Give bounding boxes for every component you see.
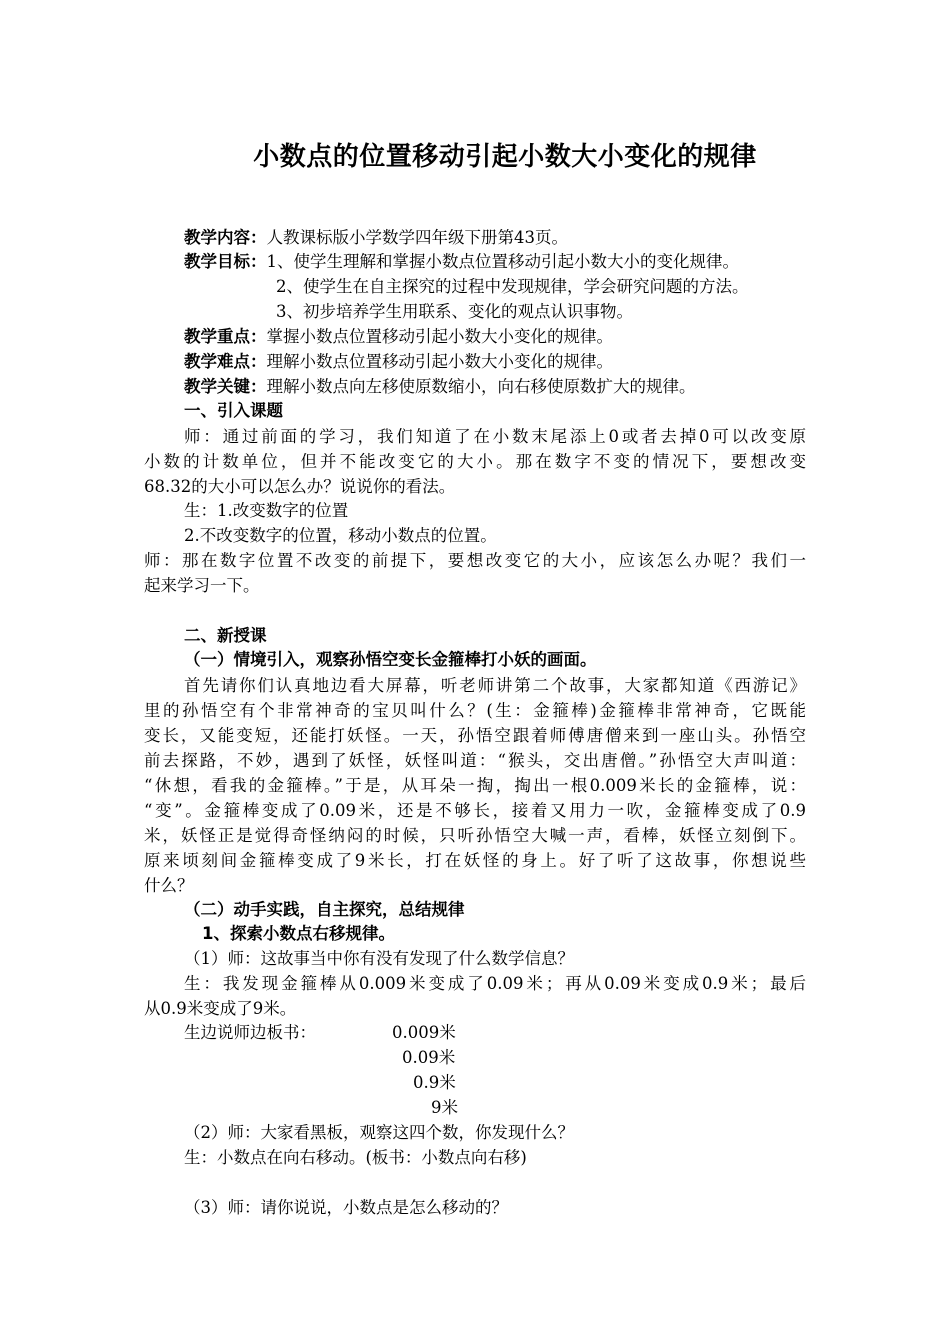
teaching-goal-label: 教学目标： [184,252,267,271]
teaching-key-row [184,325,613,349]
board-value: 0.9米 [413,1073,456,1092]
teaching-crux-text: 理解小数点向左移使原数缩小，向右移使原数扩大的规律。 [266,377,696,396]
teaching-difficulty-text: 理解小数点位置移动引起小数大小变化的规律。 [266,352,613,371]
subsection-1-heading: （一）情境引入，观察孙悟空变长金箍棒打小妖的画面。 [184,650,597,669]
board-label: 生边说师边板书： [184,1023,316,1042]
document-title: 小数点的位置移动引起小数大小变化的规律 [253,142,757,172]
teaching-goal-1: 1、使学生理解和掌握小数点位置移动引起小数大小的变化规律。 [266,252,739,271]
section-1-heading: 一、引入课题 [184,401,283,420]
teaching-crux-label: 教学关键： [184,377,267,396]
story-line: “变”。金箍棒变成了0.09米，还是不够长，接着又用力一吹，金箍棒变成了0.9 [144,801,806,820]
teaching-goal-3: 3、初步培养学生用联系、变化的观点认识事物。 [276,302,633,321]
teaching-crux-row [184,375,696,399]
story-line: 什么？ [144,876,194,895]
teaching-content-label: 教学内容： [184,228,267,247]
question-2: （2）师：大家看黑板，观察这四个数，你发现什么？ [184,1123,574,1142]
answer-2: 生：小数点在向右移动。(板书：小数点向右移) [184,1148,527,1167]
subsection-2-heading: （二）动手实践，自主探究，总结规律 [184,900,465,919]
story-line: 原来顷刻间金箍棒变成了9米长，打在妖怪的身上。好了听了这故事，你想说些 [144,851,806,870]
student-answer-2: 2.不改变数字的位置，移动小数点的位置。 [184,526,497,545]
answer-1-line-1: 生：我发现金箍棒从0.009米变成了0.09米；再从0.09米变成0.9米；最后 [184,974,806,993]
subsection-3-heading: 1、探索小数点右移规律。 [202,924,395,943]
teacher-line-1: 师：那在数字位置不改变的前提下，要想改变它的大小，应该怎么办呢？我们一 [144,551,806,570]
section-1-para-line-3: 68.32的大小可以怎么办？说说你的看法。 [144,477,456,496]
question-3: （3）师：请你说说，小数点是怎么移动的？ [184,1198,508,1217]
section-1-para-line-1: 师：通过前面的学习，我们知道了在小数末尾添上0或者去掉0可以改变原 [184,427,806,446]
section-1-para-line-2: 小数的计数单位，但并不能改变它的大小。那在数字不变的情况下，要想改变 [144,452,806,471]
story-line: 变长，又能变短，还能打妖怪。一天，孙悟空跟着师傅唐僧来到一座山头。孙悟空 [144,726,806,745]
student-answer-1: 生：1.改变数字的位置 [184,501,349,520]
section-2-heading: 二、新授课 [184,626,267,645]
story-line: 米，妖怪正是觉得奇怪纳闷的时候，只听孙悟空大喊一声，看棒，妖怪立刻倒下。 [144,826,806,845]
teaching-goal-2: 2、使学生在自主探究的过程中发现规律，学会研究问题的方法。 [276,277,749,296]
teacher-line-2: 起来学习一下。 [144,576,260,595]
answer-1-line-2: 从0.9米变成了9米。 [144,999,297,1018]
story-line: 首先请你们认真地边看大屏幕，听老师讲第二个故事，大家都知道《西游记》 [184,676,806,695]
board-value: 0.009米 [392,1023,456,1042]
board-value: 0.09米 [402,1048,456,1067]
story-line: “休想，看我的金箍棒。”于是，从耳朵一掏，掏出一根0.009米长的金箍棒，说： [144,776,806,795]
teaching-difficulty-label: 教学难点： [184,352,267,371]
story-line: 前去探路，不妙，遇到了妖怪，妖怪叫道：“猴头，交出唐僧。”孙悟空大声叫道： [144,751,806,770]
teaching-key-text: 掌握小数点位置移动引起小数大小变化的规律。 [266,327,613,346]
teaching-goal-row [184,250,739,274]
story-line: 里的孙悟空有个非常神奇的宝贝叫什么？(生：金箍棒)金箍棒非常神奇，它既能 [144,701,806,720]
board-value: 9米 [431,1098,458,1117]
question-1: （1）师：这故事当中你有没有发现了什么数学信息？ [184,949,574,968]
teaching-content-row [184,226,568,250]
teaching-key-label: 教学重点： [184,327,267,346]
teaching-content-text: 人教课标版小学数学四年级下册第43页。 [266,228,568,247]
teaching-difficulty-row [184,350,613,374]
